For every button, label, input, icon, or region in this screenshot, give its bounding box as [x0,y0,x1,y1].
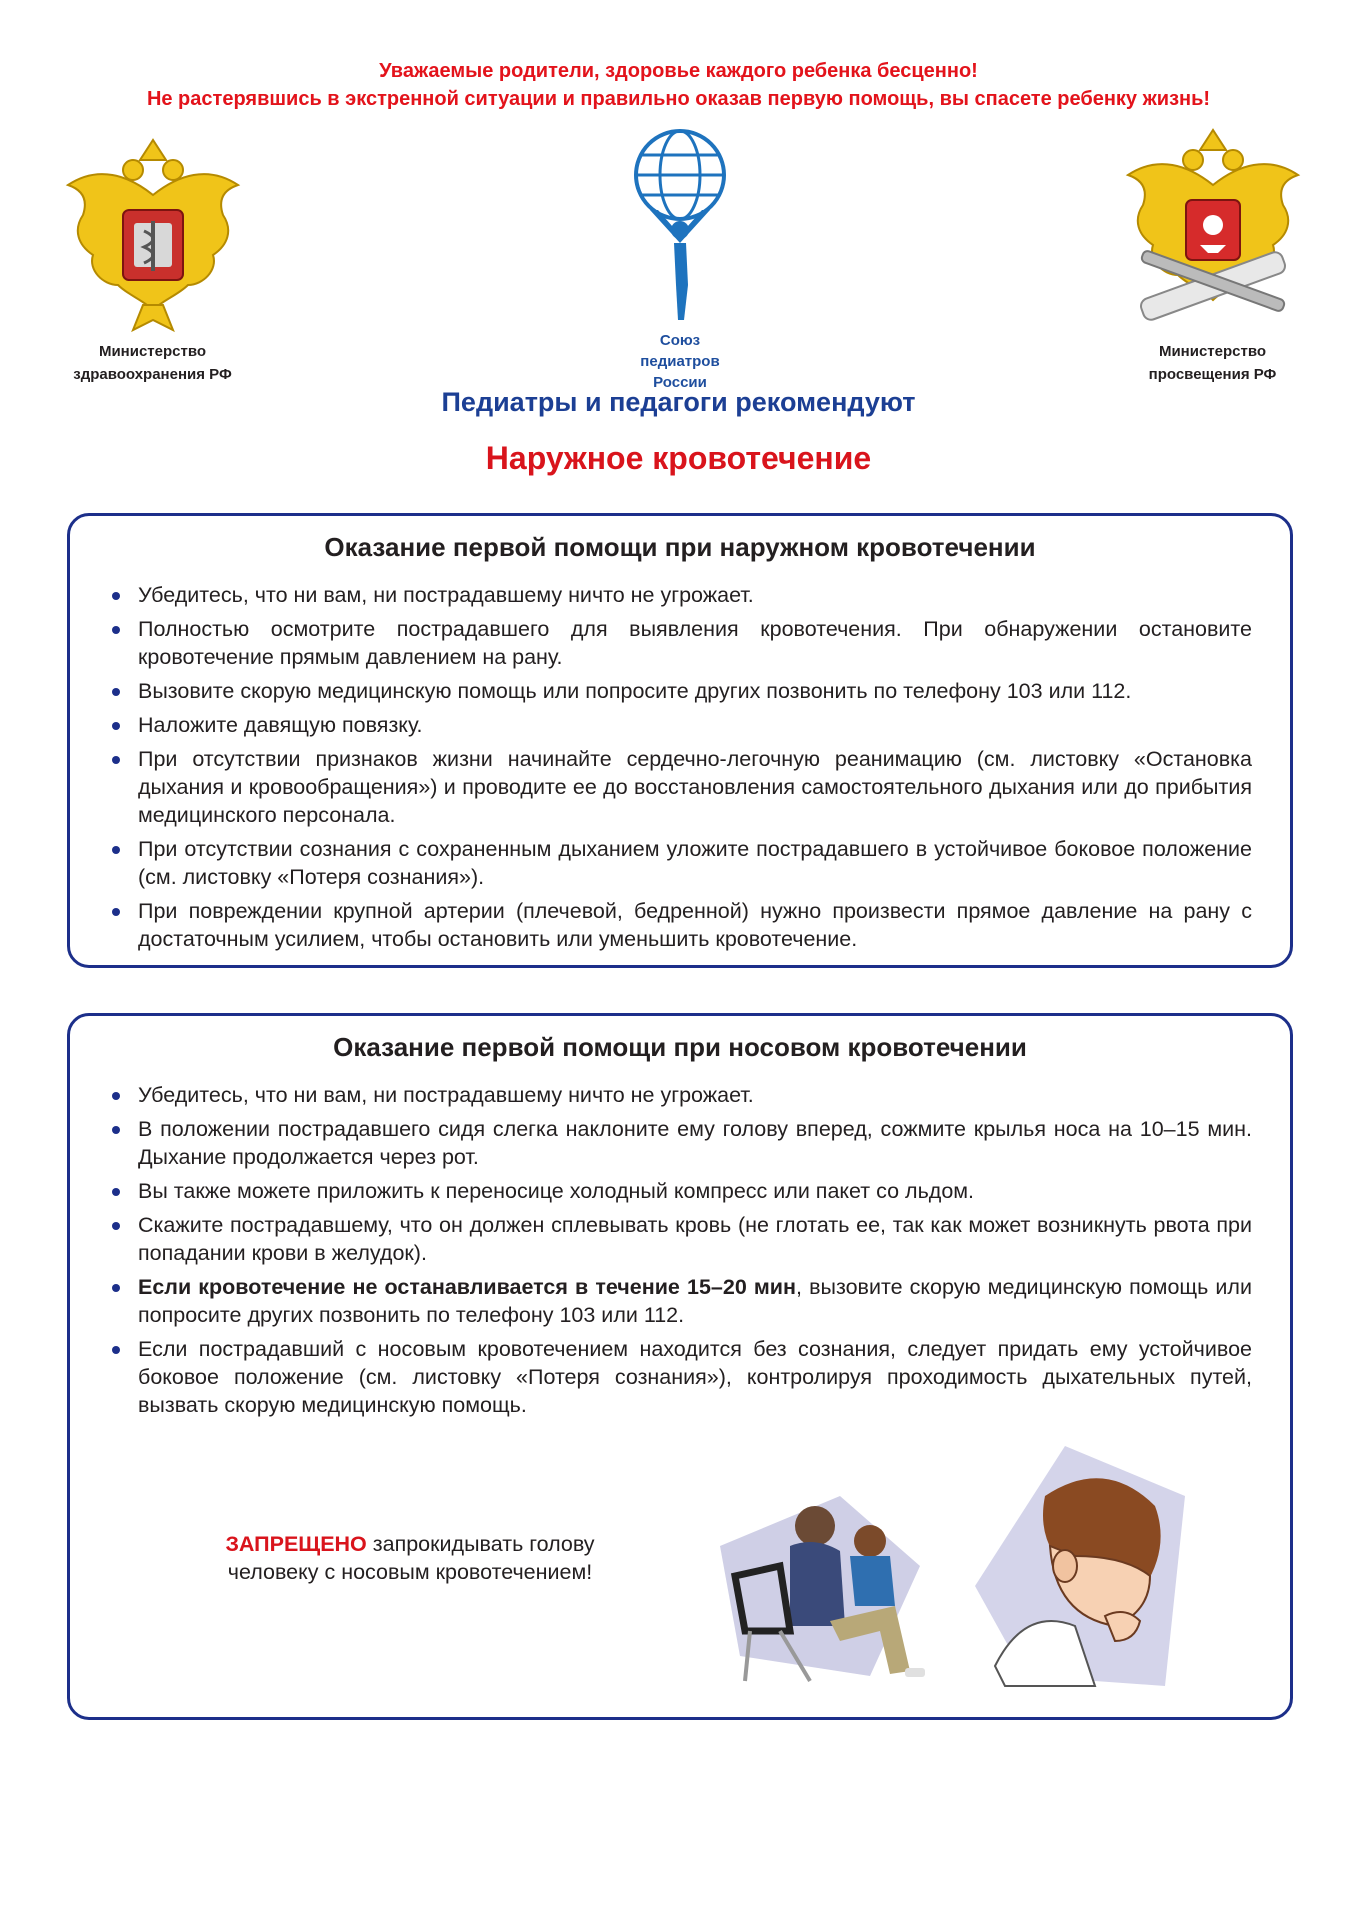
pediatricians-caption-2: педиатров [640,353,720,370]
health-emblem-icon [58,135,248,335]
list-item: При повреждении крупной артерии (плечевой, бедренной) нужно произвести прямое давление на рану с достаточным усилием, чтобы остановить или уменьшить кровотечение. [92,897,1252,953]
education-emblem-icon [1118,125,1308,335]
bullet-icon [112,1126,120,1134]
bullet-icon [112,908,120,916]
ministry-health-caption-2: здравоохранения РФ [73,366,232,383]
list-item: Если кровотечение не останавливается в течение 15–20 мин, вызовите скорую медицинскую помощь или попросите других позвонить по телефону 103 или 112. [92,1273,1252,1329]
subtitle: Педиатры и педагоги рекомендуют [441,387,916,417]
boy-pinching-nose-illustration [965,1436,1195,1696]
header-line-1: Уважаемые родители, здоровье каждого ребенка бесценно! [379,60,978,82]
list-item: Полностью осмотрите пострадавшего для выявления кровотечения. При обнаружении остановите кровотечение прямым давлением на рану. [92,615,1252,671]
list-item: Наложите давящую повязку. [92,711,1252,739]
ministry-education-caption-2: просвещения РФ [1148,366,1277,383]
nosebleed-panel [67,1013,1293,1720]
list-item: Скажите пострадавшему, что он должен сплевывать кровь (не глотать ее, так как может возникнуть рвота при попадании крови в желудок). [92,1211,1252,1267]
bullet-icon [112,1284,120,1292]
section2-title: Оказание первой помощи при носовом кровотечении [333,1032,1027,1062]
bullet-icon [112,756,120,764]
list-item: В положении пострадавшего сидя слегка наклоните ему голову вперед, сожмите крылья носа на 10–15 мин. Дыхание продолжается через рот. [92,1115,1252,1171]
section1-list [92,581,1252,959]
globe-person-icon [630,125,730,325]
section2-list [92,1081,1252,1425]
logo-ministry-health [55,135,250,386]
bullet-icon [112,592,120,600]
bullet-icon [112,1092,120,1100]
pediatricians-caption-3: России [653,374,707,391]
list-item: При отсутствии сознания с сохраненным дыханием уложите пострадавшего в устойчивое боковое положение (см. листовку «Потеря сознания»). [92,835,1252,891]
header-line-2: Не растерявшись в экстренной ситуации и правильно оказав первую помощь, вы спасете ребенку жизнь! [146,88,1211,110]
page-title: Наружное кровотечение [485,440,872,476]
external-bleeding-panel [67,513,1293,968]
logo-pediatricians-union [620,125,740,393]
list-item: При отсутствии признаков жизни начинайте сердечно-легочную реанимацию (см. листовку «Остановка дыхания и кровообращения») и проводите ее до восстановления самостоятельного дыхания или до прибытия медицинского персонала. [92,745,1252,829]
list-item: Вы также можете приложить к переносице холодный компресс или пакет со льдом. [92,1177,1252,1205]
seated-child-illustration [720,1456,950,1696]
logo-ministry-education [1115,125,1310,386]
bullet-icon [112,626,120,634]
bullet-icon [112,688,120,696]
list-item: Убедитесь, что ни вам, ни пострадавшему ничто не угрожает. [92,1081,1252,1109]
forbidden-text-1: запрокидывать голову [366,1532,595,1556]
list-item: Вызовите скорую медицинскую помощь или попросите других позвонить по телефону 103 или 112. [92,677,1252,705]
bullet-icon [112,1188,120,1196]
pediatricians-caption-1: Союз [659,332,701,349]
forbidden-text-2: человеку с носовым кровотечением! [227,1560,593,1584]
section1-title: Оказание первой помощи при наружном кровотечении [324,532,1036,562]
ministry-health-caption-1: Министерство [98,343,207,360]
forbidden-warning [170,1530,650,1586]
forbidden-label: ЗАПРЕЩЕНО [225,1532,367,1556]
bullet-icon [112,722,120,730]
ministry-education-caption-1: Министерство [1158,343,1267,360]
bullet-icon [112,846,120,854]
list-item: Убедитесь, что ни вам, ни пострадавшему ничто не угрожает. [92,581,1252,609]
bullet-icon [112,1222,120,1230]
bullet-icon [112,1346,120,1354]
list-item: Если пострадавший с носовым кровотечением находится без сознания, следует придать ему устойчивое боковое положение (см. листовку «Потеря сознания»), контролируя проходимость дыхательных путей, вызвать скорую медицинскую помощь. [92,1335,1252,1419]
